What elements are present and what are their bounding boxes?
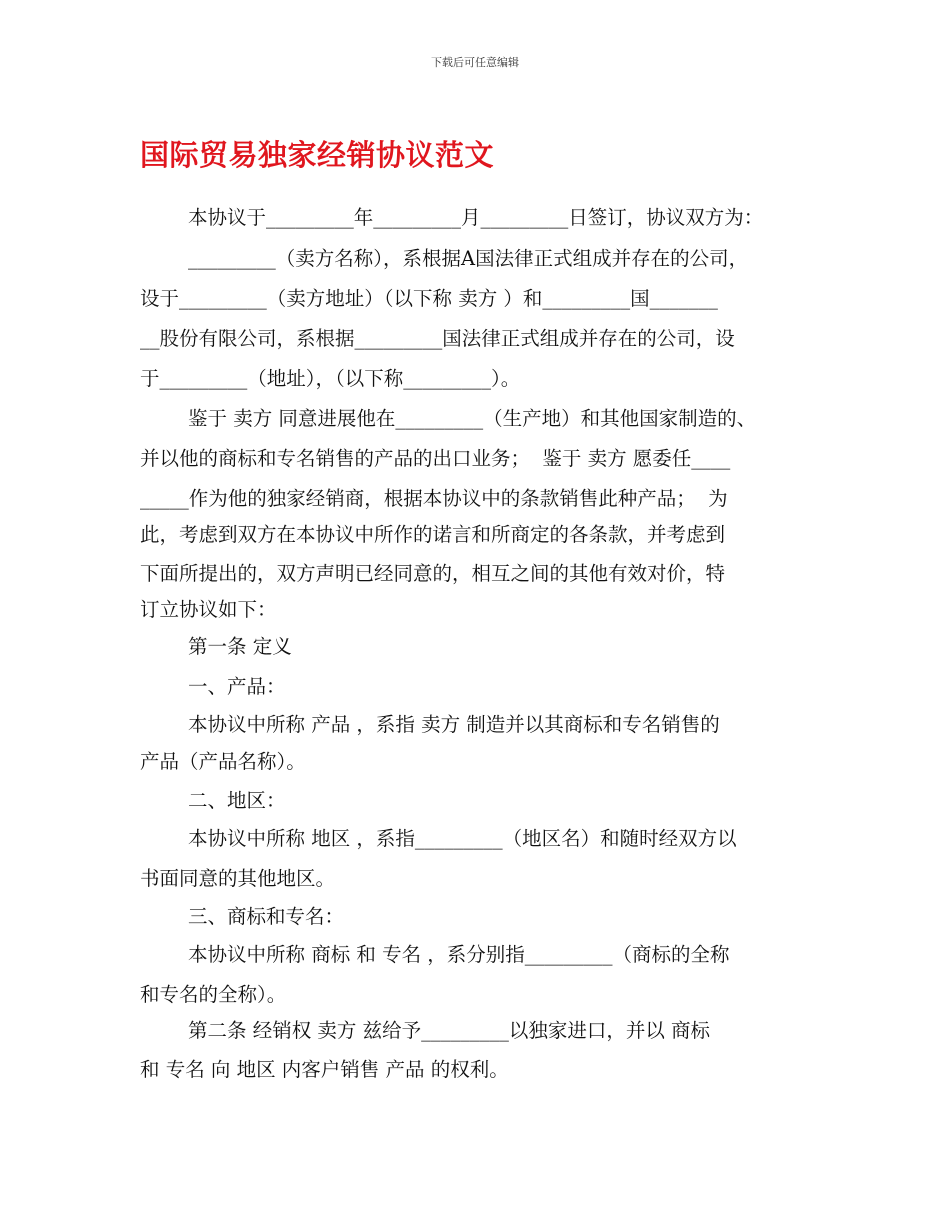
subsection-heading: 三、商标和专名： [188, 905, 345, 928]
body-line: 本协议中所称 产品 ，系指 卖方 制造并以其商标和专名销售的 [188, 713, 720, 736]
body-line: 并以他的商标和专名销售的产品的出口业务； 鉴于 卖方 愿委任____ [140, 447, 731, 470]
body-line: 订立协议如下： [140, 598, 277, 621]
subsection-heading: 二、地区： [188, 789, 286, 812]
body-line: 下面所提出的，双方声明已经同意的，相互之间的其他有效对价，特 [140, 562, 726, 585]
body-line: 于_________（地址），（以下称_________）。 [140, 367, 521, 390]
body-line: _____作为他的独家经销商，根据本协议中的条款销售此种产品； 为 [140, 487, 728, 510]
body-line: 本协议中所称 地区 ，系指_________（地区名）和随时经双方以 [188, 827, 737, 850]
body-line: 此，考虑到双方在本协议中所作的诺言和所商定的各条款，并考虑到 [140, 523, 726, 546]
body-line: 和专名的全称）。 [140, 983, 287, 1006]
body-line: 本协议中所称 商标 和 专名 ，系分别指_________（商标的全称 [188, 943, 730, 966]
section-heading: 第一条 定义 [188, 635, 292, 658]
subsection-heading: 一、产品： [188, 675, 286, 698]
page-header-note: 下载后可任意编辑 [431, 56, 519, 69]
body-line: 和 专名 向 地区 内客户销售 产品 的权利。 [140, 1058, 509, 1081]
section-heading: 第二条 经销权 卖方 兹给予_________以独家进口，并以 商标 [188, 1019, 711, 1042]
body-line: __股份有限公司，系根据_________国法律正式组成并存在的公司，设 [140, 327, 735, 350]
body-line: 鉴于 卖方 同意进展他在_________（生产地）和其他国家制造的、 [188, 407, 757, 430]
body-line: 产品（产品名称）。 [140, 750, 306, 773]
body-line: 本协议于_________年_________月_________日签订，协议双方为： [188, 206, 764, 229]
body-line: _________（卖方名称），系根据A国法律正式组成并存在的公司， [188, 247, 749, 270]
body-line: 书面同意的其他地区。 [140, 867, 336, 890]
document-title: 国际贸易独家经销协议范文 [140, 138, 495, 172]
body-line: 设于_________（卖方地址）（以下称 卖方 ）和_________国_______ [140, 287, 718, 310]
